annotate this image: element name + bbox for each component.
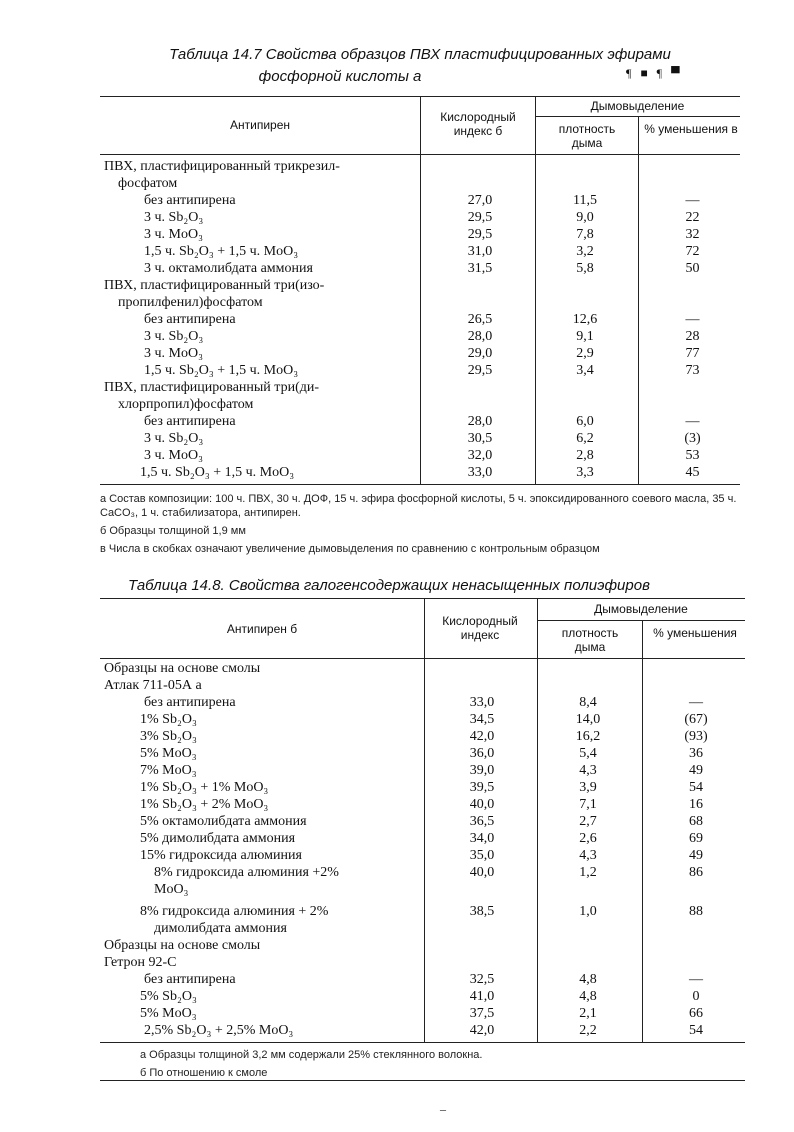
table2-note-b: б По отношению к смоле (140, 1067, 268, 1079)
smoke-reduction-cell: 88 (689, 904, 703, 919)
smoke-density-cell: 4,8 (579, 972, 597, 987)
row-label: 5% MoO₃ (140, 1006, 197, 1021)
smoke-reduction-cell: 72 (685, 244, 700, 259)
oxygen-index-cell: 36,0 (469, 746, 495, 761)
row-label: без антипирена (144, 414, 236, 429)
page-bottom-rule (100, 1080, 745, 1081)
smoke-reduction-cell: 28 (685, 329, 700, 344)
smoke-reduction-cell: (93) (684, 729, 708, 744)
oxygen-index-cell: 39,5 (469, 780, 495, 795)
table-row (100, 158, 740, 175)
page-mark: – (440, 1102, 446, 1116)
row-label: 3 ч. MoO₃ (144, 227, 203, 242)
row-label: без антипирена (144, 695, 236, 710)
oxygen-index-cell: 36,5 (469, 814, 495, 829)
oxygen-index-cell: 28,0 (467, 414, 493, 429)
table-row (100, 396, 740, 413)
smoke-reduction-cell: — (685, 414, 700, 429)
row-label: MoO₃ (154, 882, 189, 897)
oxygen-index-cell: 27,0 (467, 193, 493, 208)
table1-caption-line2: фосфорной кислоты а (258, 68, 422, 85)
table-row (100, 745, 745, 762)
smoke-density-cell: 3,3 (576, 465, 594, 480)
row-label: 1,5 ч. Sb₂O₃ + 1,5 ч. MoO₃ (140, 465, 295, 480)
table1-header-reduction: % уменьшения в (644, 122, 738, 136)
oxygen-index-cell: 31,0 (467, 244, 493, 259)
table1-note-c: в Числа в скобках означают увеличение дымовыделения по сравнению с контрольным образцом (100, 543, 600, 555)
smoke-density-cell: 4,3 (579, 763, 597, 778)
smoke-reduction-cell: — (689, 695, 703, 710)
smoke-density-cell: 2,9 (576, 346, 594, 361)
smoke-reduction-cell: 77 (685, 346, 700, 361)
oxygen-index-cell: 33,0 (467, 465, 493, 480)
table2-header-rule (100, 658, 745, 659)
oxygen-index-cell: 29,0 (467, 346, 493, 361)
smoke-reduction-cell: 16 (689, 797, 703, 812)
row-label: Образцы на основе смолы (104, 661, 261, 676)
table2-smoke-rule (537, 620, 745, 621)
table-row (100, 762, 745, 779)
oxygen-index-cell: 40,0 (469, 865, 495, 880)
table-row (100, 430, 740, 447)
table-row (100, 677, 745, 694)
row-label: 1% Sb₂O₃ + 2% MoO₃ (140, 797, 269, 812)
row-label: Атлак 711-05А а (104, 678, 202, 693)
smoke-reduction-cell: 68 (689, 814, 703, 829)
smoke-density-cell: 5,4 (579, 746, 597, 761)
smoke-density-cell: 1,0 (579, 904, 597, 919)
table-row (100, 328, 740, 345)
row-label: димолибдата аммония (154, 921, 287, 936)
table2-header-antipiren: Антипирен б (226, 622, 298, 636)
smoke-reduction-cell: (3) (684, 431, 701, 446)
smoke-reduction-cell: 54 (689, 780, 703, 795)
smoke-reduction-cell: 49 (689, 848, 703, 863)
row-label: ПВХ, пластифицированный трикрезил- (104, 159, 340, 174)
oxygen-index-cell: 30,5 (467, 431, 493, 446)
row-label: без антипирена (144, 193, 236, 208)
oxygen-index-cell: 29,5 (467, 210, 493, 225)
table-row (100, 413, 740, 430)
smoke-reduction-cell: — (689, 972, 703, 987)
smoke-reduction-cell: 50 (685, 261, 700, 276)
smoke-density-cell: 3,9 (579, 780, 597, 795)
table-row (100, 379, 740, 396)
smoke-reduction-cell: 53 (685, 448, 700, 463)
table-row (100, 847, 745, 864)
table-row (100, 711, 745, 728)
table-row (100, 277, 740, 294)
oxygen-index-cell: 40,0 (469, 797, 495, 812)
smoke-reduction-cell: 69 (689, 831, 703, 846)
smoke-density-cell: 11,5 (573, 193, 597, 208)
table-row (100, 209, 740, 226)
oxygen-index-cell: 29,5 (467, 227, 493, 242)
table2-top-rule (100, 598, 745, 599)
table2-header-oxygen-index: Кислородный индекс (442, 614, 518, 642)
row-label: 15% гидроксида алюминия (140, 848, 302, 863)
smoke-density-cell: 6,0 (576, 414, 594, 429)
table1-header-density: плотность дыма (558, 122, 616, 150)
table-row (100, 226, 740, 243)
table2-bottom-rule (100, 1042, 745, 1043)
row-label: без антипирена (144, 312, 236, 327)
table-row (100, 311, 740, 328)
table-row (100, 864, 745, 881)
row-label: 8% гидроксида алюминия + 2% (140, 904, 329, 919)
corner-marks: ¶ ■ ¶ ▀ (626, 66, 683, 80)
table-row (100, 294, 740, 311)
row-label: хлорпропил)фосфатом (118, 397, 254, 412)
smoke-density-cell: 2,8 (576, 448, 594, 463)
row-label: 7% MoO₃ (140, 763, 197, 778)
table-row (100, 345, 740, 362)
oxygen-index-cell: 29,5 (467, 363, 493, 378)
oxygen-index-cell: 26,5 (467, 312, 493, 327)
smoke-density-cell: 2,2 (579, 1023, 597, 1038)
table-row (100, 728, 745, 745)
smoke-density-cell: 2,6 (579, 831, 597, 846)
row-label: 5% MoO₃ (140, 746, 197, 761)
table2-header-smoke: Дымовыделение (594, 602, 688, 616)
row-label: 3 ч. MoO₃ (144, 346, 203, 361)
oxygen-index-cell: 41,0 (469, 989, 495, 1004)
oxygen-index-cell: 32,5 (469, 972, 495, 987)
oxygen-index-cell: 42,0 (469, 729, 495, 744)
row-label: Гетрон 92-С (104, 955, 177, 970)
smoke-reduction-cell: 32 (685, 227, 700, 242)
smoke-reduction-cell: 22 (685, 210, 700, 225)
table1-bottom-rule (100, 484, 740, 485)
row-label: 1% Sb₂O₃ (140, 712, 197, 727)
row-label: 1,5 ч. Sb₂O₃ + 1,5 ч. MoO₃ (144, 244, 299, 259)
table-row (100, 1022, 745, 1039)
smoke-reduction-cell: 45 (685, 465, 700, 480)
row-label: 5% октамолибдата аммония (140, 814, 307, 829)
row-label: ПВХ, пластифицированный три(изо- (104, 278, 325, 293)
table1-header-oxygen-index: Кислородный индекс б (440, 110, 516, 138)
table1-note-b: б Образцы толщиной 1,9 мм (100, 525, 246, 537)
table1-note-a: а Состав композиции: 100 ч. ПВХ, 30 ч. ДОФ, 15 ч. эфира фосфорной кислоты, 5 ч. эпоксидированного соевого масла, 35 ч. CaCO₃, 1 ч. стабилизатора, антипирен. (100, 493, 737, 519)
row-label: 1% Sb₂O₃ + 1% MoO₃ (140, 780, 269, 795)
table-row (100, 779, 745, 796)
row-label: пропилфенил)фосфатом (118, 295, 263, 310)
smoke-reduction-cell: 36 (689, 746, 703, 761)
table-row (100, 464, 740, 481)
oxygen-index-cell: 34,0 (469, 831, 495, 846)
smoke-density-cell: 3,2 (576, 244, 594, 259)
smoke-density-cell: 12,6 (572, 312, 598, 327)
smoke-density-cell: 1,2 (579, 865, 597, 880)
smoke-reduction-cell: 86 (689, 865, 703, 880)
table2-header-density: плотность дыма (561, 626, 619, 654)
smoke-density-cell: 7,8 (576, 227, 594, 242)
row-label: 8% гидроксида алюминия +2% (154, 865, 339, 880)
oxygen-index-cell: 38,5 (469, 904, 495, 919)
oxygen-index-cell: 33,0 (469, 695, 495, 710)
table-row (100, 988, 745, 1005)
smoke-reduction-cell: (67) (684, 712, 708, 727)
smoke-density-cell: 3,4 (576, 363, 594, 378)
smoke-reduction-cell: 73 (685, 363, 700, 378)
smoke-reduction-cell: — (685, 312, 700, 327)
table1-body (100, 158, 740, 481)
row-label: Образцы на основе смолы (104, 938, 261, 953)
smoke-density-cell: 4,8 (579, 989, 597, 1004)
oxygen-index-cell: 34,5 (469, 712, 495, 727)
table-row (100, 881, 745, 898)
row-label: фосфатом (118, 176, 178, 191)
smoke-reduction-cell: 0 (692, 989, 700, 1004)
oxygen-index-cell: 37,5 (469, 1006, 495, 1021)
oxygen-index-cell: 35,0 (469, 848, 495, 863)
oxygen-index-cell: 42,0 (469, 1023, 495, 1038)
oxygen-index-cell: 32,0 (467, 448, 493, 463)
row-label: 5% Sb₂O₃ (140, 989, 197, 1004)
row-label: ПВХ, пластифицированный три(ди- (104, 380, 320, 395)
table-row (100, 362, 740, 379)
table2-header-reduction: % уменьшения (653, 626, 737, 640)
row-label: 3 ч. MoO₃ (144, 448, 203, 463)
row-label: 1,5 ч. Sb₂O₃ + 1,5 ч. MoO₃ (144, 363, 299, 378)
table-row (100, 937, 745, 954)
table-row (100, 192, 740, 209)
smoke-density-cell: 14,0 (575, 712, 601, 727)
smoke-density-cell: 8,4 (579, 695, 597, 710)
table-row (100, 830, 745, 847)
row-label: без антипирена (144, 972, 236, 987)
table2-body (100, 660, 745, 1039)
smoke-density-cell: 5,8 (576, 261, 594, 276)
row-label: 3 ч. Sb₂O₃ (144, 431, 204, 446)
table1-header-smoke: Дымовыделение (590, 99, 685, 113)
table-row (100, 660, 745, 677)
smoke-density-cell: 6,2 (576, 431, 594, 446)
oxygen-index-cell: 39,0 (469, 763, 495, 778)
smoke-density-cell: 16,2 (575, 729, 601, 744)
smoke-density-cell: 2,1 (579, 1006, 597, 1021)
row-label: 3 ч. Sb₂O₃ (144, 210, 204, 225)
smoke-reduction-cell: 54 (689, 1023, 703, 1038)
oxygen-index-cell: 31,5 (467, 261, 493, 276)
table-row (100, 920, 745, 937)
table-row (100, 813, 745, 830)
table-row (100, 1005, 745, 1022)
smoke-density-cell: 2,7 (579, 814, 597, 829)
table-row (100, 796, 745, 813)
table-row (100, 447, 740, 464)
smoke-density-cell: 9,0 (576, 210, 594, 225)
table1-header-antipiren: Антипирен (229, 118, 290, 132)
smoke-density-cell: 9,1 (576, 329, 594, 344)
table1-caption: Таблица 14.7 Свойства образцов ПВХ пластифицированных эфирами (169, 46, 671, 63)
table2-caption: Таблица 14.8. Свойства галогенсодержащих ненасыщенных полиэфиров (128, 577, 650, 594)
table-row (100, 954, 745, 971)
table-row (100, 260, 740, 277)
row-label: 3 ч. Sb₂O₃ (144, 329, 204, 344)
row-label: 2,5% Sb₂O₃ + 2,5% MoO₃ (144, 1023, 294, 1038)
smoke-reduction-cell: — (685, 193, 700, 208)
table-row (100, 694, 745, 711)
row-label: 5% димолибдата аммония (140, 831, 296, 846)
smoke-density-cell: 7,1 (579, 797, 597, 812)
table-row (100, 175, 740, 192)
oxygen-index-cell: 28,0 (467, 329, 493, 344)
row-label: 3% Sb₂O₃ (140, 729, 197, 744)
table-row (100, 903, 745, 920)
smoke-reduction-cell: 49 (689, 763, 703, 778)
table-row (100, 243, 740, 260)
smoke-density-cell: 4,3 (579, 848, 597, 863)
smoke-reduction-cell: 66 (689, 1006, 703, 1021)
row-label: 3 ч. октамолибдата аммония (144, 261, 313, 276)
table-row (100, 971, 745, 988)
table2-note-a: а Образцы толщиной 3,2 мм содержали 25% стеклянного волокна. (140, 1049, 483, 1061)
